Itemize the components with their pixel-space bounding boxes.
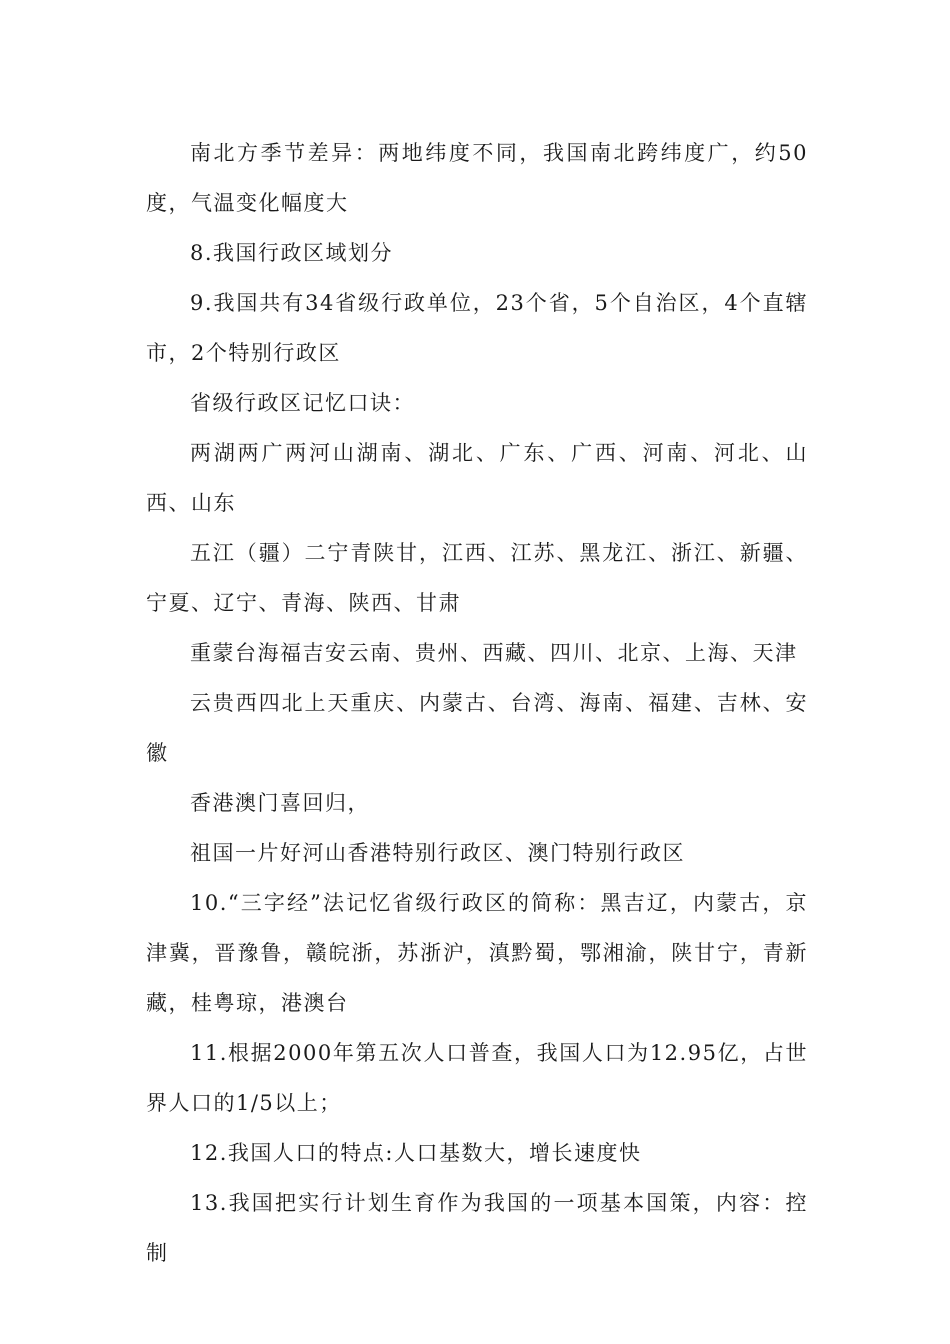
- paragraph-mnemonic-line-6: 祖国一片好河山香港特别行政区、澳门特别行政区: [190, 841, 685, 865]
- paragraph-item-11: 11.根据2000年第五次人口普查，我国人口为12.95亿，占世界人口的1/5以上；: [146, 1041, 808, 1115]
- paragraph-item-9: 9.我国共有34省级行政单位，23个省，5个自治区，4个直辖市，2个特别行政区: [146, 291, 808, 365]
- paragraph-item-13: 13.我国把实行计划生育作为我国的一项基本国策，内容：控制: [146, 1191, 808, 1265]
- paragraph-mnemonic-line-3: 重蒙台海福吉安云南、贵州、西藏、四川、北京、上海、天津: [190, 641, 798, 665]
- paragraph-item-8: 8.我国行政区域划分: [190, 241, 394, 265]
- paragraph-mnemonic-line-2: 五江（疆）二宁青陕甘，江西、江苏、黑龙江、浙江、新疆、宁夏、辽宁、青海、陕西、甘肃: [146, 541, 808, 615]
- paragraph-seasonal-difference: 南北方季节差异：两地纬度不同，我国南北跨纬度广，约50度，气温变化幅度大: [146, 141, 808, 215]
- document-body: [146, 128, 808, 1278]
- paragraph-mnemonic-line-5: 香港澳门喜回归，: [190, 791, 370, 815]
- paragraph-mnemonic-line-1: 两湖两广两河山湖南、湖北、广东、广西、河南、河北、山西、山东: [146, 441, 808, 515]
- paragraph-item-12: 12.我国人口的特点:人口基数大，增长速度快: [190, 1141, 642, 1165]
- paragraph-mnemonic-line-4: 云贵西四北上天重庆、内蒙古、台湾、海南、福建、吉林、安徽: [146, 691, 808, 765]
- paragraph-mnemonic-heading: 省级行政区记忆口诀：: [190, 391, 415, 415]
- paragraph-item-10: 10.“三字经”法记忆省级行政区的简称：黑吉辽，内蒙古，京津冀，晋豫鲁，赣皖浙，苏浙沪，滇黔蜀，鄂湘渝，陕甘宁，青新藏，桂粤琼，港澳台: [146, 891, 808, 1015]
